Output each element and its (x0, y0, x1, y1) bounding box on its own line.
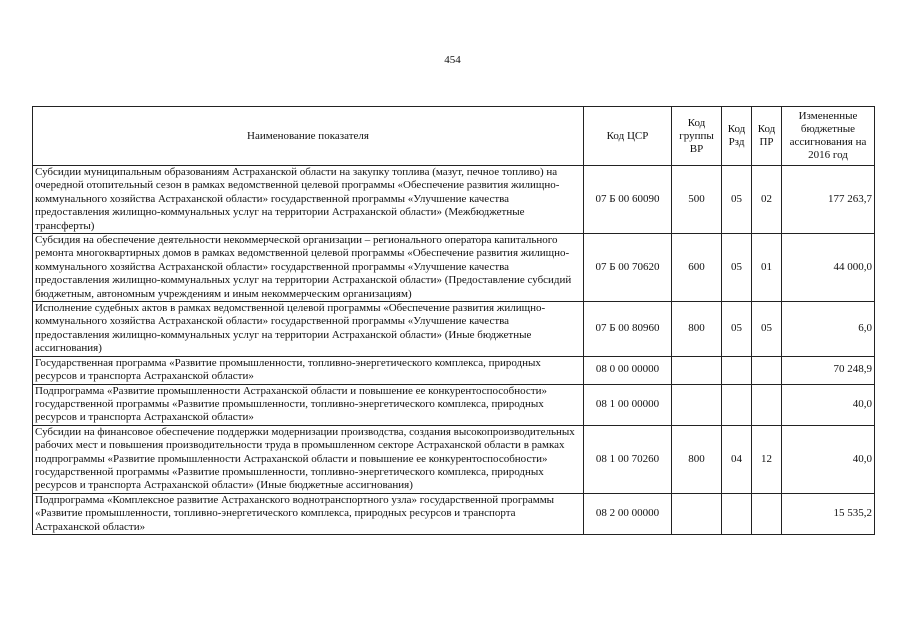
row-vr-code: 500 (672, 166, 722, 234)
row-vr-code (672, 356, 722, 384)
header-pr-code: Код ПР (752, 107, 782, 166)
row-pr-code: 01 (752, 234, 782, 302)
row-csr-code: 08 0 00 00000 (584, 356, 672, 384)
row-pr-code: 02 (752, 166, 782, 234)
header-rzd-code: Код Рзд (722, 107, 752, 166)
table-row (33, 425, 875, 493)
row-rzd-code: 04 (722, 425, 752, 493)
row-vr-code: 800 (672, 302, 722, 357)
table-row (33, 234, 875, 302)
row-name: Подпрограмма «Развитие промышленности Астраханской области и повышение ее конкурентоспособности» государственной программы «Развитие промышленности, топливно-энергетического комплекса, природных ресурсов и транспорта Астраханской области» (33, 384, 584, 425)
row-csr-code: 08 1 00 70260 (584, 425, 672, 493)
row-pr-code: 12 (752, 425, 782, 493)
header-amount: Измененные бюджетные ассигнования на 2016 год (782, 107, 875, 166)
row-name: Подпрограмма «Комплексное развитие Астраханского воднотранспортного узла» государственной программы «Развитие промышленности, топливно-энергетического комплекса, природных ресурсов и транспорта Астраханской области» (33, 493, 584, 534)
table-row (33, 356, 875, 384)
row-rzd-code: 05 (722, 234, 752, 302)
table-row (33, 166, 875, 234)
row-amount: 15 535,2 (782, 493, 875, 534)
header-name: Наименование показателя (33, 107, 584, 166)
header-csr-code: Код ЦСР (584, 107, 672, 166)
row-csr-code: 07 Б 00 60090 (584, 166, 672, 234)
row-vr-code (672, 384, 722, 425)
row-rzd-code: 05 (722, 166, 752, 234)
row-pr-code: 05 (752, 302, 782, 357)
row-rzd-code: 05 (722, 302, 752, 357)
row-csr-code: 08 2 00 00000 (584, 493, 672, 534)
row-pr-code (752, 384, 782, 425)
row-amount: 6,0 (782, 302, 875, 357)
page-number: 454 (444, 54, 461, 66)
header-vr-code: Код группы ВР (672, 107, 722, 166)
row-vr-code (672, 493, 722, 534)
row-name: Государственная программа «Развитие промышленности, топливно-энергетического комплекса, природных ресурсов и транспорта Астраханской области» (33, 356, 584, 384)
row-pr-code (752, 493, 782, 534)
row-vr-code: 600 (672, 234, 722, 302)
row-name: Субсидии на финансовое обеспечение поддержки модернизации производства, создания высокопроизводительных рабочих мест и повышения производительности труда в промышленном секторе Астраханской области в рамках подпрограммы «Развитие промышленности Астраханской области и повышение ее конкурентоспособности» государственной программы «Развитие промышленности, топливно-энергетического комплекса, природных ресурсов и транспорта Астраханской области» (Иные бюджетные ассигнования) (33, 425, 584, 493)
row-csr-code: 07 Б 00 80960 (584, 302, 672, 357)
row-rzd-code (722, 356, 752, 384)
row-pr-code (752, 356, 782, 384)
row-csr-code: 08 1 00 00000 (584, 384, 672, 425)
row-amount: 177 263,7 (782, 166, 875, 234)
table-row (33, 302, 875, 357)
row-amount: 40,0 (782, 425, 875, 493)
row-rzd-code (722, 384, 752, 425)
row-vr-code: 800 (672, 425, 722, 493)
budget-table (32, 106, 875, 535)
row-name: Субсидии муниципальным образованиям Астраханской области на закупку топлива (мазут, печное топливо) на очередной отопительный сезон в рамках ведомственной целевой программы «Обеспечение развития жилищно-коммунального хозяйства Астраханской области» государственной программы «Улучшение качества предоставления жилищно-коммунальных услуг на территории Астраханской области» (Межбюджетные трансферты) (33, 166, 584, 234)
row-amount: 44 000,0 (782, 234, 875, 302)
row-rzd-code (722, 493, 752, 534)
row-name: Исполнение судебных актов в рамках ведомственной целевой программы «Обеспечение развития жилищно-коммунального хозяйства Астраханской области» государственной программы «Улучшение качества предоставления жилищно-коммунальных услуг на территории Астраханской области» (Иные бюджетные ассигнования) (33, 302, 584, 357)
table-header-row (33, 107, 875, 166)
row-name: Субсидия на обеспечение деятельности некоммерческой организации – регионального оператора капитального ремонта многоквартирных домов в рамках ведомственной целевой программы «Обеспечение развития жилищно-коммунального хозяйства Астраханской области» государственной программы «Улучшение качества предоставления жилищно-коммунальных услуг на территории Астраханской области» (Предоставление субсидий бюджетным, автономным учреждениям и иным некоммерческим организациям) (33, 234, 584, 302)
table-row (33, 493, 875, 534)
table-row (33, 384, 875, 425)
row-amount: 70 248,9 (782, 356, 875, 384)
row-csr-code: 07 Б 00 70620 (584, 234, 672, 302)
row-amount: 40,0 (782, 384, 875, 425)
